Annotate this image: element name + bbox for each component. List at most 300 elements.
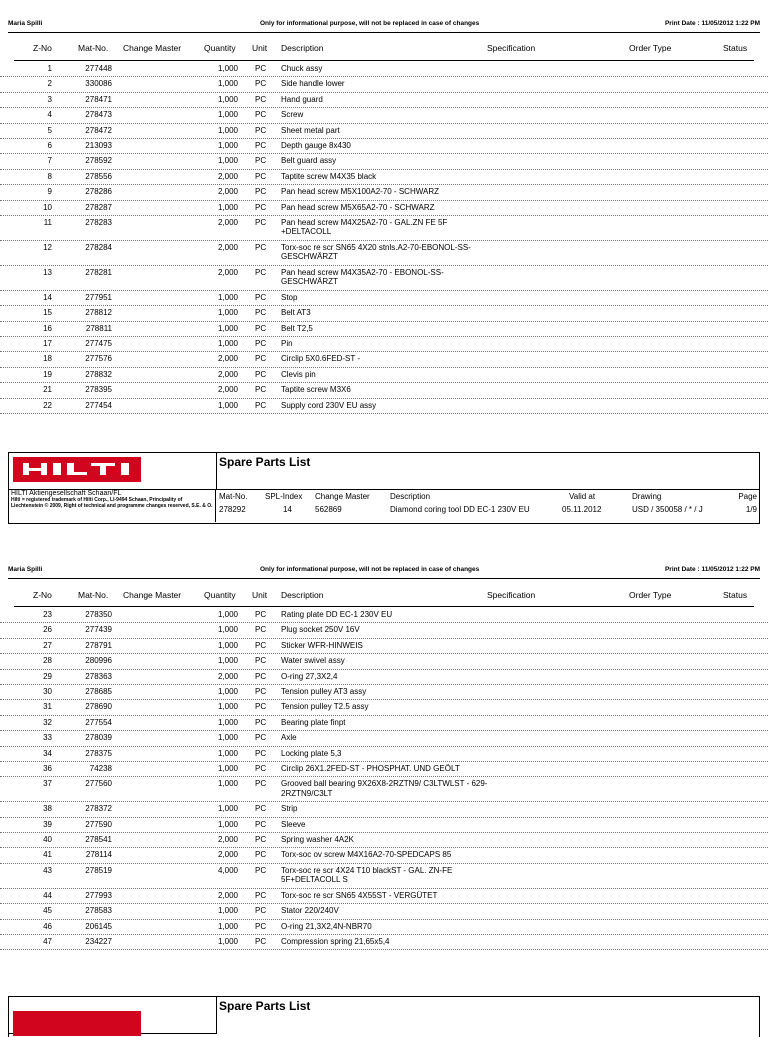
row-quantity: 1,000 [217,202,238,212]
row-unit: PC [255,733,267,743]
row-z-no: 46 [43,921,52,931]
row-mat-no: 278583 [85,906,112,916]
row-z-no: 37 [43,779,52,789]
table-row [0,291,768,306]
row-z-no: 26 [43,625,52,635]
col-status: Status [723,590,748,600]
row-z-no: 28 [43,656,52,666]
print-date: Print Date : 11/05/2012 1:22 PM [664,566,760,573]
row-quantity: 1,000 [217,937,238,947]
row-description: Sticker WFR-HINWEIS [281,640,363,650]
table-row [0,716,768,731]
row-mat-no: 277448 [85,64,112,73]
row-mat-no: 278685 [85,686,112,696]
table-row [0,322,768,337]
row-unit: PC [255,865,267,875]
row-quantity: 1,000 [217,702,238,712]
row-unit: PC [255,94,267,104]
row-mat-no: 278812 [85,308,112,318]
row-quantity: 2,000 [217,217,238,227]
row-unit: PC [255,819,267,829]
row-unit: PC [255,267,267,277]
row-unit: PC [255,339,267,349]
row-mat-no: 278519 [85,865,112,875]
table-row [0,62,768,77]
row-unit: PC [255,686,267,696]
row-description: Taptite screw M4X35 black [281,171,377,181]
col-description: Description [281,43,324,53]
row-unit: PC [255,656,267,666]
row-description: Torx-soc ov screw M4X16A2-70-SPEDCAPS 85 [281,850,452,860]
label-drawing: Drawing [632,492,662,501]
row-unit: PC [255,171,267,181]
table-row [0,802,768,817]
row-quantity: 1,000 [217,94,238,104]
row-quantity: 2,000 [217,385,238,395]
table-row [0,306,768,321]
row-description: Tension pulley AT3 assy [281,686,367,696]
row-z-no: 6 [47,140,52,150]
row-description: Locking plate 5,3 [281,748,342,758]
row-description: Pan head screw M5X65A2-70 - SCHWARZ [281,202,435,212]
logo-cell-2 [9,997,217,1034]
row-quantity: 2,000 [217,850,238,860]
row-description: Torx-soc re scr SN65 4X20 stnls.A2-70-EBONOL-SS-GESCHWÄRZT [281,242,471,262]
table-row [0,216,768,241]
spare-parts-footer-2 [8,996,760,1037]
row-unit: PC [255,671,267,681]
row-z-no: 17 [43,339,52,349]
parts-table-page2 [0,608,768,950]
row-z-no: 11 [43,217,52,227]
row-z-no: 43 [43,865,52,875]
row-mat-no: 278690 [85,702,112,712]
row-unit: PC [255,702,267,712]
row-z-no: 45 [43,906,52,916]
row-unit: PC [255,308,267,318]
table-row [0,639,768,654]
legal-notice: Hilti = registered trademark of Hilti Corp., LI-9494 Schaan, Principality of Liechtenstein © 2009, Right of technical and programme changes reserved, S.E. & O. [11,497,213,509]
row-quantity: 1,000 [217,640,238,650]
table-row [0,920,768,935]
row-description: Strip [281,804,298,814]
table-row [0,93,768,108]
row-unit: PC [255,937,267,947]
row-mat-no: 74238 [89,763,112,773]
row-quantity: 2,000 [217,890,238,900]
row-mat-no: 278592 [85,156,112,166]
row-quantity: 1,000 [217,610,238,619]
row-unit: PC [255,890,267,900]
row-unit: PC [255,640,267,650]
row-mat-no: 277554 [85,717,112,727]
row-quantity: 1,000 [217,125,238,135]
value-change-master: 562869 [315,505,342,514]
row-mat-no: 278283 [85,217,112,227]
col-quantity: Quantity [204,43,236,53]
row-description: Sheet metal part [281,125,340,135]
row-z-no: 38 [43,804,52,814]
table-row [0,654,768,669]
row-z-no: 47 [43,937,52,947]
row-z-no: 29 [43,671,52,681]
table-row [0,731,768,746]
row-mat-no: 278286 [85,187,112,197]
row-unit: PC [255,400,267,410]
row-quantity: 1,000 [217,906,238,916]
table-row [0,700,768,715]
row-quantity: 1,000 [217,140,238,150]
row-unit: PC [255,202,267,212]
table-row [0,124,768,139]
col-mat-no: Mat-No. [78,43,109,53]
row-unit: PC [255,763,267,773]
row-description: O-ring 27,3X2,4 [281,671,338,681]
row-quantity: 1,000 [217,400,238,410]
table-row [0,383,768,398]
table-row [0,170,768,185]
row-mat-no: 278281 [85,267,112,277]
row-unit: PC [255,323,267,333]
row-description: Bearing plate finpt [281,717,346,727]
row-z-no: 14 [43,292,52,302]
parts-table-page1 [0,62,768,414]
row-z-no: 3 [47,94,52,104]
col-z-no: Z-No [33,590,52,600]
row-z-no: 13 [43,267,52,277]
row-unit: PC [255,187,267,197]
print-header [8,18,760,33]
row-unit: PC [255,156,267,166]
row-quantity: 2,000 [217,171,238,181]
row-description: Tension pulley T2.5 assy [281,702,369,712]
row-z-no: 30 [43,686,52,696]
row-unit: PC [255,140,267,150]
row-z-no: 39 [43,819,52,829]
row-quantity: 1,000 [217,110,238,120]
row-mat-no: 278472 [85,125,112,135]
row-description: Circlip 5X0.6FED-ST - [281,354,360,364]
row-z-no: 44 [43,890,52,900]
table-row [0,935,768,950]
row-mat-no: 278471 [85,94,112,104]
table-row [0,608,768,623]
table-row [0,777,768,802]
row-mat-no: 277576 [85,354,112,364]
row-mat-no: 277993 [85,890,112,900]
logo-cell [9,453,217,490]
row-quantity: 2,000 [217,671,238,681]
hilti-logo [13,457,141,482]
row-description: Belt AT3 [281,308,311,318]
row-quantity: 1,000 [217,819,238,829]
row-mat-no: 277951 [85,292,112,302]
row-unit: PC [255,921,267,931]
row-quantity: 1,000 [217,717,238,727]
row-z-no: 18 [43,354,52,364]
row-unit: PC [255,242,267,252]
row-z-no: 15 [43,308,52,318]
row-quantity: 1,000 [217,748,238,758]
print-date: Print Date : 11/05/2012 1:22 PM [664,20,760,27]
row-z-no: 36 [43,763,52,773]
row-z-no: 41 [43,850,52,860]
row-z-no: 32 [43,717,52,727]
table-row [0,833,768,848]
table-row [0,848,768,863]
row-quantity: 2,000 [217,354,238,364]
row-description: Axle [281,733,297,743]
row-quantity: 2,000 [217,835,238,845]
table-row [0,864,768,889]
print-notice: Only for informational purpose, will not be replaced in case of changes [260,20,480,27]
col-status: Status [723,43,748,53]
row-unit: PC [255,369,267,379]
row-mat-no: 278541 [85,835,112,845]
print-notice: Only for informational purpose, will not be replaced in case of changes [260,566,480,573]
row-unit: PC [255,385,267,395]
table-header [0,43,768,59]
row-unit: PC [255,217,267,227]
footer-fields [217,489,759,524]
row-unit: PC [255,625,267,635]
table-row [0,139,768,154]
row-z-no: 34 [43,748,52,758]
row-description: Torx-soc re scr SN65 4X55ST - VERGÜTET [281,890,438,900]
row-unit: PC [255,79,267,89]
row-description: Circlip 26X1.2FED-ST - PHOSPHAT. UND GEÖLT [281,763,460,773]
row-mat-no: 278556 [85,171,112,181]
spare-parts-footer [8,452,760,524]
value-valid-at: 05.11.2012 [562,505,602,514]
row-mat-no: 280996 [85,656,112,666]
row-description: Water swivel assy [281,656,345,666]
row-description: Spring washer 4A2K [281,835,354,845]
row-mat-no: 330086 [85,79,112,89]
row-quantity: 1,000 [217,763,238,773]
col-mat-no: Mat-No. [78,590,109,600]
label-description: Description [390,492,431,501]
row-description: Pan head screw M5X100A2-70 - SCHWARZ [281,187,439,197]
row-mat-no: 278473 [85,110,112,120]
user-name: Maria Spilli [8,566,43,573]
row-unit: PC [255,906,267,916]
row-unit: PC [255,292,267,302]
row-z-no: 4 [47,110,52,120]
table-row [0,904,768,919]
row-unit: PC [255,748,267,758]
row-unit: PC [255,64,267,73]
row-description: Pan head screw M4X25A2-70 - GAL.ZN FE 5F +DELTACOLL [281,217,448,237]
row-mat-no: 278832 [85,369,112,379]
row-z-no: 40 [43,835,52,845]
row-z-no: 12 [43,242,52,252]
row-unit: PC [255,835,267,845]
row-mat-no: 278791 [85,640,112,650]
col-specification: Specification [487,590,536,600]
col-change-master: Change Master [123,590,182,600]
row-z-no: 33 [43,733,52,743]
table-row [0,762,768,777]
row-z-no: 10 [43,202,52,212]
row-unit: PC [255,610,267,619]
row-description: Taptite screw M3X6 [281,385,351,395]
row-description: Grooved ball bearing 9X26X8-2RZTN9/ C3LTWLST - 629-2RZTN9/C3LT [281,779,488,798]
row-quantity: 1,000 [217,625,238,635]
row-mat-no: 277454 [85,400,112,410]
row-z-no: 21 [43,385,52,395]
row-mat-no: 278114 [85,850,112,860]
row-quantity: 4,000 [217,865,238,875]
header-rule [14,60,754,61]
row-unit: PC [255,354,267,364]
row-description: Stop [281,292,298,302]
value-mat-no: 278292 [219,505,246,514]
table-row [0,399,768,414]
spl-title: Spare Parts List [219,455,311,469]
row-description: Belt T2,5 [281,323,313,333]
row-mat-no: 277590 [85,819,112,829]
row-quantity: 1,000 [217,156,238,166]
row-quantity: 2,000 [217,242,238,252]
row-quantity: 1,000 [217,79,238,89]
row-mat-no: 278284 [85,242,112,252]
col-unit: Unit [252,43,268,53]
row-unit: PC [255,125,267,135]
company-info [9,489,216,522]
row-z-no: 7 [47,156,52,166]
row-quantity: 1,000 [217,323,238,333]
row-z-no: 27 [43,640,52,650]
row-quantity: 1,000 [217,292,238,302]
row-z-no: 19 [43,369,52,379]
row-z-no: 8 [47,171,52,181]
value-spl-index: 14 [283,505,292,514]
row-mat-no: 234227 [85,937,112,947]
company-name: HILTI Aktiengesellschaft Schaan/FL [11,490,122,497]
table-row [0,154,768,169]
label-mat-no: Mat-No. [219,492,248,501]
row-quantity: 1,000 [217,804,238,814]
row-description: Depth gauge 8x430 [281,140,351,150]
row-mat-no: 277560 [85,779,112,789]
row-mat-no: 206145 [85,921,112,931]
row-unit: PC [255,850,267,860]
row-z-no: 1 [47,64,52,73]
row-unit: PC [255,110,267,120]
table-row [0,266,768,291]
table-row [0,685,768,700]
row-mat-no: 278287 [85,202,112,212]
label-spl-index: SPL-Index [265,492,303,501]
row-quantity: 2,000 [217,187,238,197]
value-page: 1/9 [745,505,757,514]
table-header-2 [0,590,768,606]
row-mat-no: 278363 [85,671,112,681]
table-row [0,108,768,123]
row-mat-no: 213093 [85,140,112,150]
row-description: Supply cord 230V EU assy [281,400,377,410]
label-valid-at: Valid at [569,492,596,501]
user-name: Maria Spilli [8,20,43,27]
row-mat-no: 278375 [85,748,112,758]
table-row [0,818,768,833]
table-row [0,185,768,200]
label-page: Page [738,492,757,501]
row-description: O-ring 21,3X2,4N-NBR70 [281,921,372,931]
table-row [0,77,768,92]
table-row [0,241,768,266]
table-row [0,352,768,367]
row-description: Pin [281,339,293,349]
table-row [0,889,768,904]
col-quantity: Quantity [204,590,236,600]
value-drawing: USD / 350058 / * / J [632,505,703,514]
row-description: Compression spring 21,65x5,4 [281,937,390,947]
row-mat-no: 277475 [85,339,112,349]
col-z-no: Z-No [33,43,52,53]
col-order-type: Order Type [629,43,672,53]
row-mat-no: 278039 [85,733,112,743]
table-row [0,337,768,352]
row-quantity: 1,000 [217,921,238,931]
row-z-no: 22 [43,400,52,410]
col-change-master: Change Master [123,43,182,53]
table-row [0,670,768,685]
row-z-no: 16 [43,323,52,333]
row-quantity: 2,000 [217,267,238,277]
row-z-no: 2 [47,79,52,89]
row-description: Stator 220/240V [281,906,339,916]
row-mat-no: 278350 [85,610,112,619]
row-mat-no: 277439 [85,625,112,635]
row-unit: PC [255,804,267,814]
row-z-no: 5 [47,125,52,135]
row-unit: PC [255,717,267,727]
table-row [0,201,768,216]
row-description: Hand guard [281,94,323,104]
row-description: Screw [281,110,304,120]
label-change-master: Change Master [315,492,370,501]
row-z-no: 23 [43,610,52,619]
table-row [0,747,768,762]
row-quantity: 1,000 [217,656,238,666]
table-row [0,623,768,638]
col-order-type: Order Type [629,590,672,600]
spl-title-2: Spare Parts List [219,999,311,1013]
row-quantity: 1,000 [217,733,238,743]
row-z-no: 9 [47,187,52,197]
row-description: Plug socket 250V 16V [281,625,360,635]
col-specification: Specification [487,43,536,53]
table-row [0,368,768,383]
row-mat-no: 278395 [85,385,112,395]
row-mat-no: 278811 [85,323,112,333]
col-description: Description [281,590,324,600]
header-rule-2 [14,606,754,607]
row-quantity: 1,000 [217,779,238,789]
row-description: Torx-soc re scr 4X24 T10 blackST - GAL. ZN-FE 5F+DELTACOLL S [281,865,453,885]
col-unit: Unit [252,590,268,600]
row-description: Clevis pin [281,369,316,379]
row-description: Belt guard assy [281,156,337,166]
value-description: Diamond coring tool DD EC-1 230V EU [390,505,530,514]
row-description: Rating plate DD EC-1 230V EU [281,610,393,619]
row-quantity: 2,000 [217,369,238,379]
row-description: Chuck assy [281,64,323,73]
row-quantity: 1,000 [217,64,238,73]
row-mat-no: 278372 [85,804,112,814]
